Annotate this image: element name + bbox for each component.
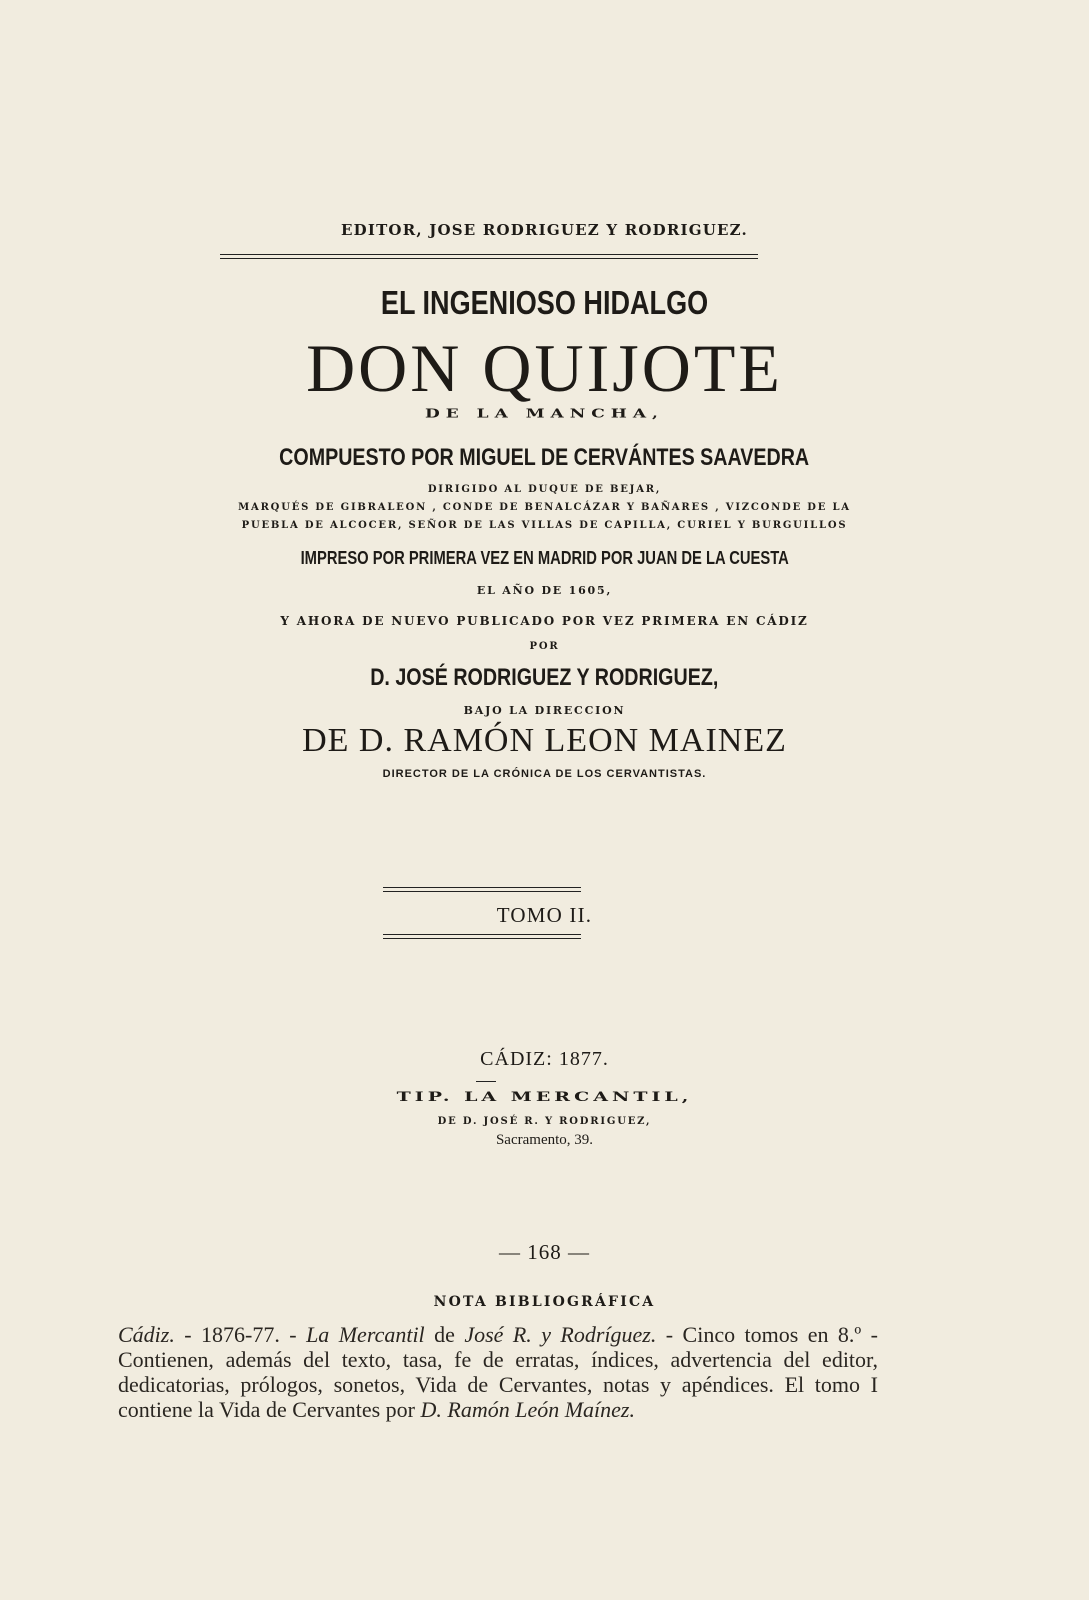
publication-separator	[476, 1081, 496, 1082]
dedication-line-1: DIRIGIDO AL DUQUE DE BEJAR,	[427, 484, 662, 495]
author-line: COMPUESTO POR MIGUEL DE CERVÁNTES SAAVEDRA	[279, 444, 810, 471]
imprint-line-2: EL AÑO DE 1605,	[476, 584, 613, 597]
imprint-line-3: Y AHORA DE NUEVO PUBLICADO POR VEZ PRIMERA EN CÁDIZ	[280, 614, 809, 628]
author-line-wrap	[0, 444, 1089, 472]
imprint-line-5: D. JOSÉ RODRIGUEZ Y RODRIGUEZ,	[370, 664, 719, 691]
imprint-line-6: BAJO LA DIRECCION	[463, 704, 626, 717]
volume-rule-top-2	[383, 891, 581, 892]
header-rule-top	[220, 254, 758, 255]
publication-place-date: CÁDIZ: 1877.	[480, 1048, 609, 1070]
publication-printer: TIP. LA MERCANTIL,	[396, 1089, 693, 1105]
volume-rule-bottom-1	[383, 934, 581, 935]
dedication-line-2: MARQUÉS DE GIBRALEON , CONDE DE BENALCÁZAR Y BAÑARES , VIZCONDE DE LA	[238, 502, 851, 513]
catalog-dash-1: - 1876-77. -	[174, 1322, 307, 1347]
publication-owner: DE D. JOSÉ R. Y RODRIGUEZ,	[437, 1116, 652, 1127]
header-rule-bottom	[220, 258, 758, 259]
title-line-1-wrap	[0, 284, 1089, 322]
imprint-line-5-wrap	[0, 664, 1089, 692]
title-line-1: EL INGENIOSO HIDALGO	[380, 284, 709, 321]
imprint-line-4: POR	[529, 641, 560, 652]
publication-printer-wrap	[0, 1086, 1089, 1108]
title-line-3: DE LA MANCHA,	[425, 407, 664, 421]
catalog-note	[118, 1322, 878, 1422]
imprint-line-8: DIRECTOR DE LA CRÓNICA DE LOS CERVANTISTAS.	[382, 768, 707, 780]
publication-address: Sacramento, 39.	[495, 1132, 594, 1148]
catalog-editor: José R. y Rodríguez.	[464, 1322, 657, 1347]
catalog-place: Cádiz.	[118, 1322, 175, 1347]
imprint-line-1-wrap	[0, 548, 1089, 569]
title-line-3-wrap	[0, 404, 1089, 424]
volume-rule-top-1	[383, 887, 581, 888]
editor-header: EDITOR, JOSE RODRIGUEZ Y RODRIGUEZ.	[341, 221, 748, 239]
imprint-line-1: IMPRESO POR PRIMERA VEZ EN MADRID POR JUAN DE LA CUESTA	[300, 548, 789, 568]
catalog-author: D. Ramón León Maínez.	[420, 1397, 635, 1422]
volume-label: TOMO II.	[496, 903, 593, 927]
imprint-line-7: DE D. RAMÓN LEON MAINEZ	[302, 722, 787, 759]
title-line-2: DON QUIJOTE	[306, 330, 783, 406]
catalog-description: - Cinco tomos en 8.º - Contienen, además del texto, tasa, fe de erratas, índices, advertencia del editor, dedicatorias, prólogos, sonetos, Vida de Cervantes, notas y apéndices. El tomo I contiene la Vida de Cervantes por	[118, 1322, 879, 1422]
catalog-heading: NOTA BIBLIOGRÁFICA	[433, 1294, 656, 1310]
catalog-press: La Mercantil	[306, 1322, 425, 1347]
catalog-page-number: — 168 —	[499, 1240, 590, 1264]
dedication-line-3: PUEBLA DE ALCOCER, SEÑOR DE LAS VILLAS DE CAPILLA, CURIEL Y BURGUILLOS	[241, 520, 848, 531]
volume-rule-bottom-2	[383, 938, 581, 939]
catalog-of: de	[424, 1322, 465, 1347]
